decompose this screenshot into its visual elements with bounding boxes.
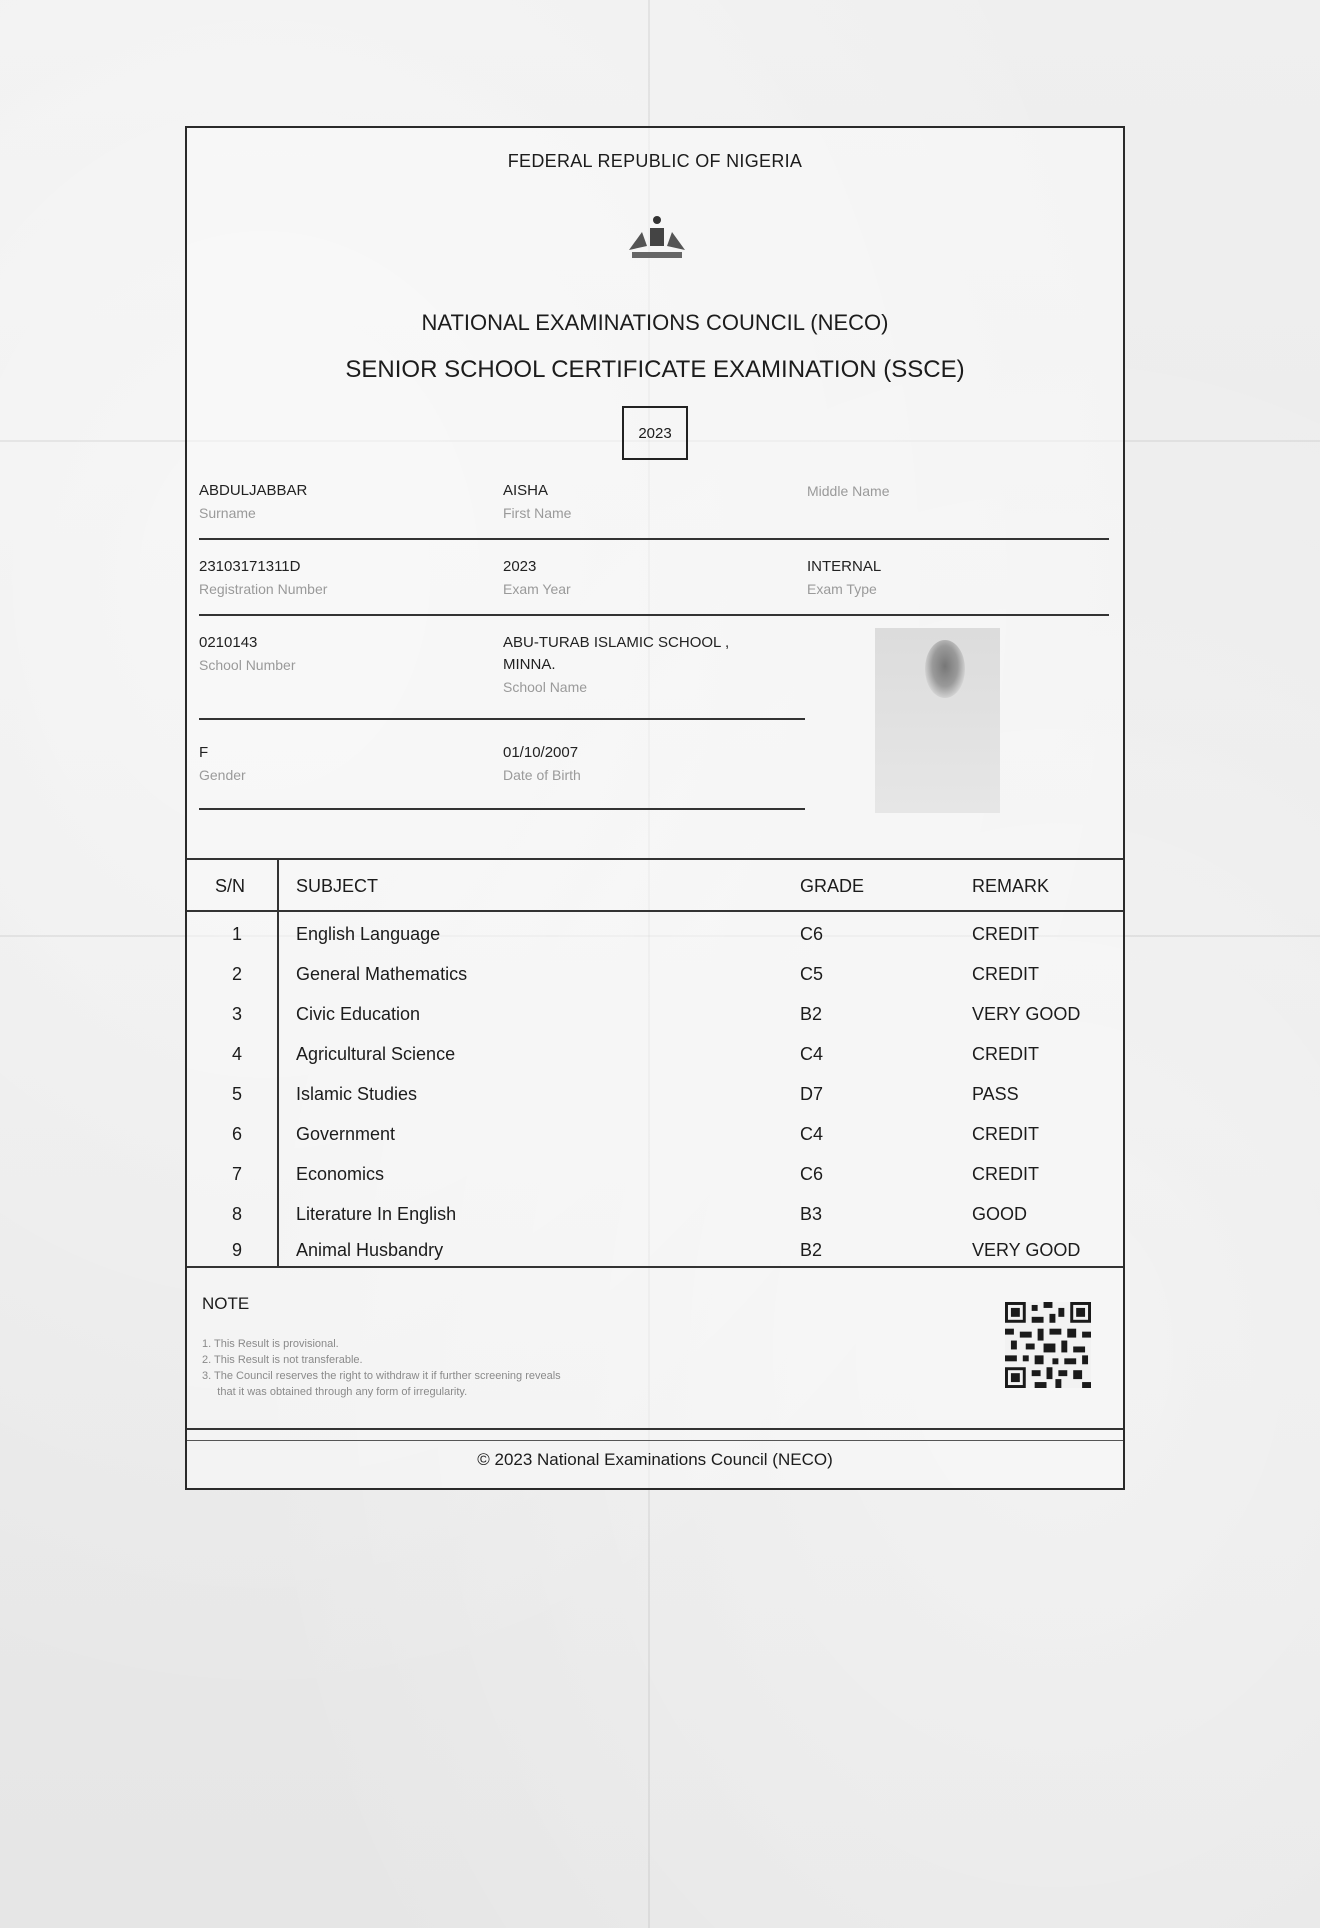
surname-label: Surname <box>199 505 256 521</box>
cell-sn: 2 <box>231 964 242 984</box>
school-name-line1: ABU-TURAB ISLAMIC SCHOOL , <box>503 634 730 651</box>
table-border <box>187 910 1123 912</box>
exam-year-box: 2023 <box>622 406 688 460</box>
registration-value: 23103171311D <box>199 558 301 575</box>
header-remark: REMARK <box>972 876 1050 896</box>
cell-grade: B3 <box>800 1204 823 1224</box>
middle-name-label: Middle Name <box>807 483 890 499</box>
divider <box>199 538 1109 540</box>
table-border <box>187 858 1123 860</box>
dob-field <box>503 742 581 786</box>
cell-remark: VERY GOOD <box>972 1240 1081 1260</box>
cell-remark: CREDIT <box>972 1164 1039 1184</box>
school-number-value: 0210143 <box>199 634 258 651</box>
surname-value: ABDULJABBAR <box>199 482 308 499</box>
table-row <box>187 964 1123 1004</box>
first-name-value: AISHA <box>503 482 549 499</box>
school-number-label: School Number <box>199 657 296 673</box>
cell-subject: Islamic Studies <box>296 1084 418 1104</box>
gender-value: F <box>199 744 209 761</box>
note-item: 3. The Council reserves the right to withdraw it if further screening reveals <box>202 1370 561 1382</box>
middle-name-field <box>807 480 889 502</box>
school-name-line2: MINNA. <box>503 656 556 673</box>
cell-sn: 9 <box>231 1240 242 1260</box>
exam-title: SENIOR SCHOOL CERTIFICATE EXAMINATION (SSCE) <box>345 356 965 383</box>
cell-remark: GOOD <box>972 1204 1028 1224</box>
exam-year-value: 2023 <box>503 558 537 575</box>
header-sn: S/N <box>215 876 246 896</box>
cell-grade: C4 <box>800 1044 824 1064</box>
exam-type-value: INTERNAL <box>807 558 882 575</box>
cell-remark: VERY GOOD <box>972 1004 1081 1024</box>
cell-grade: B2 <box>800 1004 823 1024</box>
exam-type-label: Exam Type <box>807 581 877 597</box>
cell-subject: Economics <box>296 1164 385 1184</box>
cell-subject: General Mathematics <box>296 964 468 984</box>
cell-remark: CREDIT <box>972 964 1039 984</box>
footer-divider <box>187 1440 1123 1441</box>
qr-code-icon <box>1005 1300 1091 1390</box>
table-row <box>187 1240 1123 1280</box>
cell-subject: English Language <box>296 924 441 944</box>
cell-sn: 3 <box>231 1004 242 1024</box>
dob-label: Date of Birth <box>503 767 581 783</box>
cell-grade: C4 <box>800 1124 824 1144</box>
registration-field <box>199 556 327 600</box>
result-sheet <box>185 126 1125 1490</box>
header-subject: SUBJECT <box>296 876 379 896</box>
cell-subject: Civic Education <box>296 1004 421 1024</box>
cell-subject: Animal Husbandry <box>296 1240 444 1260</box>
cell-sn: 1 <box>231 924 242 944</box>
cell-sn: 5 <box>231 1084 242 1104</box>
table-row <box>187 1084 1123 1124</box>
candidate-photo <box>875 628 1000 813</box>
cell-remark: PASS <box>972 1084 1019 1104</box>
first-name-label: First Name <box>503 505 572 521</box>
school-number-field <box>199 632 296 676</box>
gender-field <box>199 742 246 786</box>
cell-remark: CREDIT <box>972 1044 1039 1064</box>
country-title: FEDERAL REPUBLIC OF NIGERIA <box>507 151 803 171</box>
cell-grade: C6 <box>800 1164 824 1184</box>
table-row <box>187 1124 1123 1164</box>
exam-year-field <box>503 556 571 600</box>
note-list <box>202 1336 802 1400</box>
footer-divider <box>187 1428 1123 1430</box>
cell-grade: D7 <box>800 1084 824 1104</box>
dob-value: 01/10/2007 <box>503 744 579 761</box>
table-row <box>187 1164 1123 1204</box>
note-item: 1. This Result is provisional. <box>202 1338 339 1350</box>
exam-type-field <box>807 556 881 600</box>
cell-sn: 7 <box>231 1164 242 1184</box>
divider <box>199 808 805 810</box>
table-row <box>187 1004 1123 1044</box>
note-title: NOTE <box>202 1294 250 1313</box>
exam-year-label: Exam Year <box>503 581 571 597</box>
cell-grade: C6 <box>800 924 824 944</box>
cell-subject: Government <box>296 1124 396 1144</box>
cell-sn: 4 <box>231 1044 242 1064</box>
gender-label: Gender <box>199 767 246 783</box>
cell-remark: CREDIT <box>972 924 1039 944</box>
surname-field <box>199 480 307 524</box>
table-row <box>187 924 1123 964</box>
cell-sn: 6 <box>231 1124 242 1144</box>
cell-subject: Literature In English <box>296 1204 457 1224</box>
first-name-field <box>503 480 571 524</box>
cell-grade: C5 <box>800 964 824 984</box>
school-name-field <box>503 632 729 698</box>
divider <box>199 614 1109 616</box>
coat-of-arms-icon <box>617 210 697 270</box>
footer-copyright: © 2023 National Examinations Council (NECO) <box>477 1450 833 1469</box>
cell-grade: B2 <box>800 1240 823 1260</box>
registration-label: Registration Number <box>199 581 328 597</box>
note-item: 2. This Result is not transferable. <box>202 1354 363 1366</box>
cell-sn: 8 <box>231 1204 242 1224</box>
thumbprint-icon <box>925 640 965 698</box>
council-title: NATIONAL EXAMINATIONS COUNCIL (NECO) <box>421 310 889 335</box>
cell-remark: CREDIT <box>972 1124 1039 1144</box>
school-name-label: School Name <box>503 679 588 695</box>
cell-subject: Agricultural Science <box>296 1044 456 1064</box>
table-row <box>187 1044 1123 1084</box>
header-grade: GRADE <box>800 876 865 896</box>
note-item: that it was obtained through any form of irregularity. <box>202 1386 468 1398</box>
table-row <box>187 1204 1123 1244</box>
divider <box>199 718 805 720</box>
